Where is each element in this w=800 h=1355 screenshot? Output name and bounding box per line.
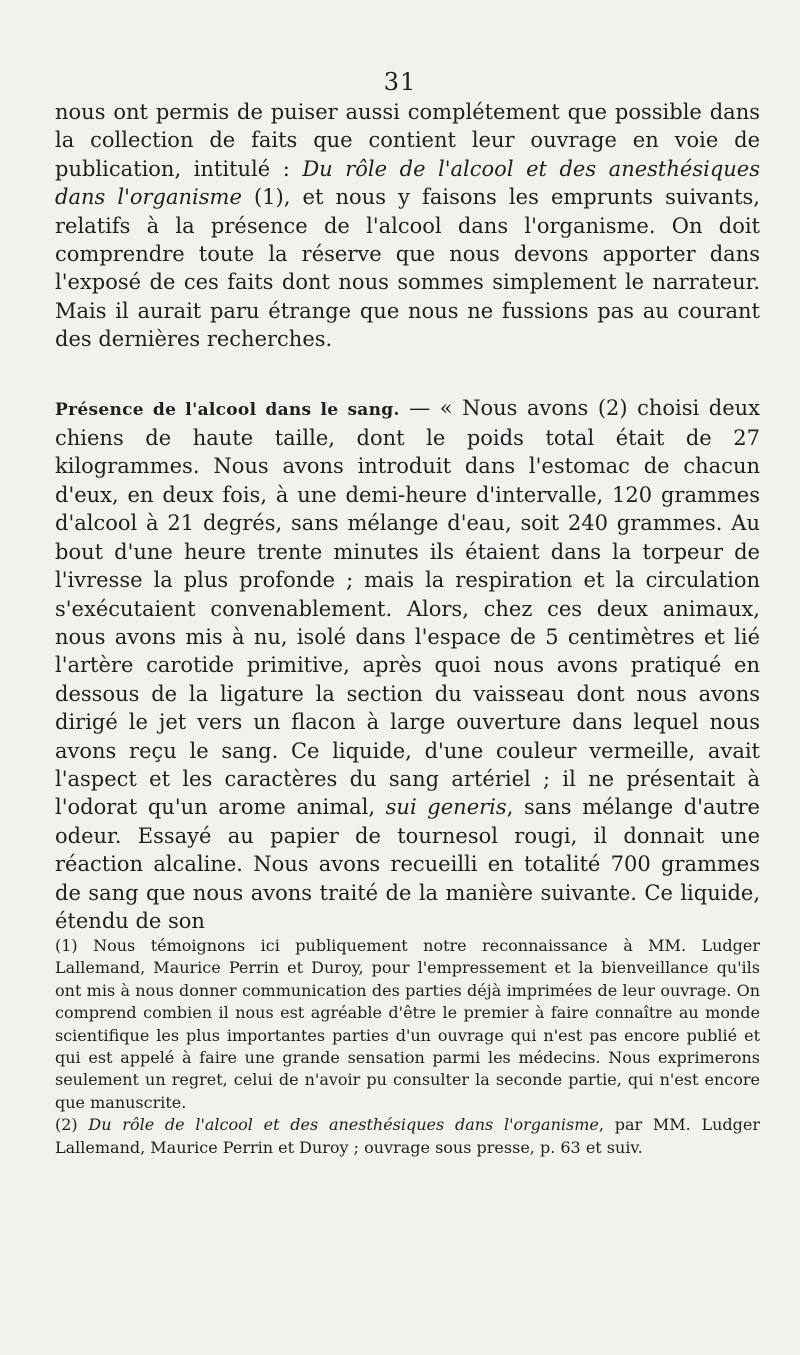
footnote-1-marker: (1) — [55, 936, 78, 955]
footnote-2-marker: (2) — [55, 1115, 78, 1135]
footnote-1 — [55, 935, 760, 1114]
footnotes — [55, 935, 760, 1159]
paragraph-intro-text-1: nous ont permis de puiser aussi complétement que possible dans la collection de faits que contient leur ouvrage en voie de publication, intitulé : — [55, 100, 760, 181]
main-text — [55, 98, 760, 935]
footnote-1-text: Nous témoignons ici publiquement notre reconnaissance à MM. Ludger Lallemand, Maurice Perrin et Duroy, pour l'empressement et la bienveillance qu'ils ont mis à nous donner communication des parties déjà imprimées de leur ouvrage. On comprend combien il nous est agréable d'être le premier à faire connaître au monde scientifique les plus importantes parties d'un ouvrage qui n'est pas encore publié et qui est appelé à faire une grande sensation parmi les médecins. Nous exprimerons seulement un regret, celui de n'avoir pu consulter la seconde partie, qui n'est encore que manuscrite. — [55, 936, 760, 1112]
paragraph-alcohol-text-2: , sans mélange d'autre odeur. Essayé au papier de tournesol rougi, il donnait une réaction alcaline. Nous avons recueilli en totalité 700 grammes de sang que nous avons traité de la manière suivante. Ce liquide, étendu de son — [55, 795, 760, 933]
paragraph-intro — [55, 98, 760, 354]
latin-phrase: sui generis — [385, 795, 507, 820]
paragraph-intro-text-2: (1), et nous y faisons les emprunts suivants, relatifs à la présence de l'alcool dans l'organisme. On doit comprendre toute la réserve que nous devons apporter dans l'exposé de ces faits dont nous sommes simplement le narrateur. Mais il aurait paru étrange que nous ne fussions pas au courant des dernières recherches. — [55, 185, 760, 352]
page-number: 31 — [383, 68, 417, 96]
paragraph-alcohol-in-blood — [55, 394, 760, 936]
section-heading: Présence de l'alcool dans le sang. — [55, 399, 400, 420]
paragraph-alcohol-text-1: — « Nous avons (2) choisi deux chiens de haute taille, dont le poids total était de 27 kilogrammes. Nous avons introduit dans l'estomac de chacun d'eux, en deux fois, à une demi-heure d'intervalle, 120 grammes d'alcool à 21 degrés, sans mélange d'eau, soit 240 grammes. Au bout d'une heure trente minutes ils étaient dans la torpeur de l'ivresse la plus profonde ; mais la respiration et la circulation s'exécutaient convenablement. Alors, chez ces deux animaux, nous avons mis à nu, isolé dans l'espace de 5 centimètres et lié l'artère carotide primitive, après quoi nous avons pratiqué en dessous de la ligature la section du vaisseau dont nous avons dirigé le jet vers un flacon à large ouverture dans lequel nous avons reçu le sang. Ce liquide, d'une couleur vermeille, avait l'aspect et les caractères du sang artériel ; il ne présentait à l'odorat qu'un arome animal, — [55, 395, 760, 820]
book-title: Du rôle de l'alcool et des anesthésiques dans l'organisme — [55, 156, 760, 210]
footnote-2-text: , par MM. Ludger Lallemand, Maurice Perrin et Duroy ; ouvrage sous presse, p. 63 et suiv. — [55, 1115, 761, 1157]
footnote-2 — [55, 1114, 760, 1159]
footnote-2-title: Du rôle de l'alcool et des anesthésiques dans l'organisme — [77, 1115, 599, 1135]
